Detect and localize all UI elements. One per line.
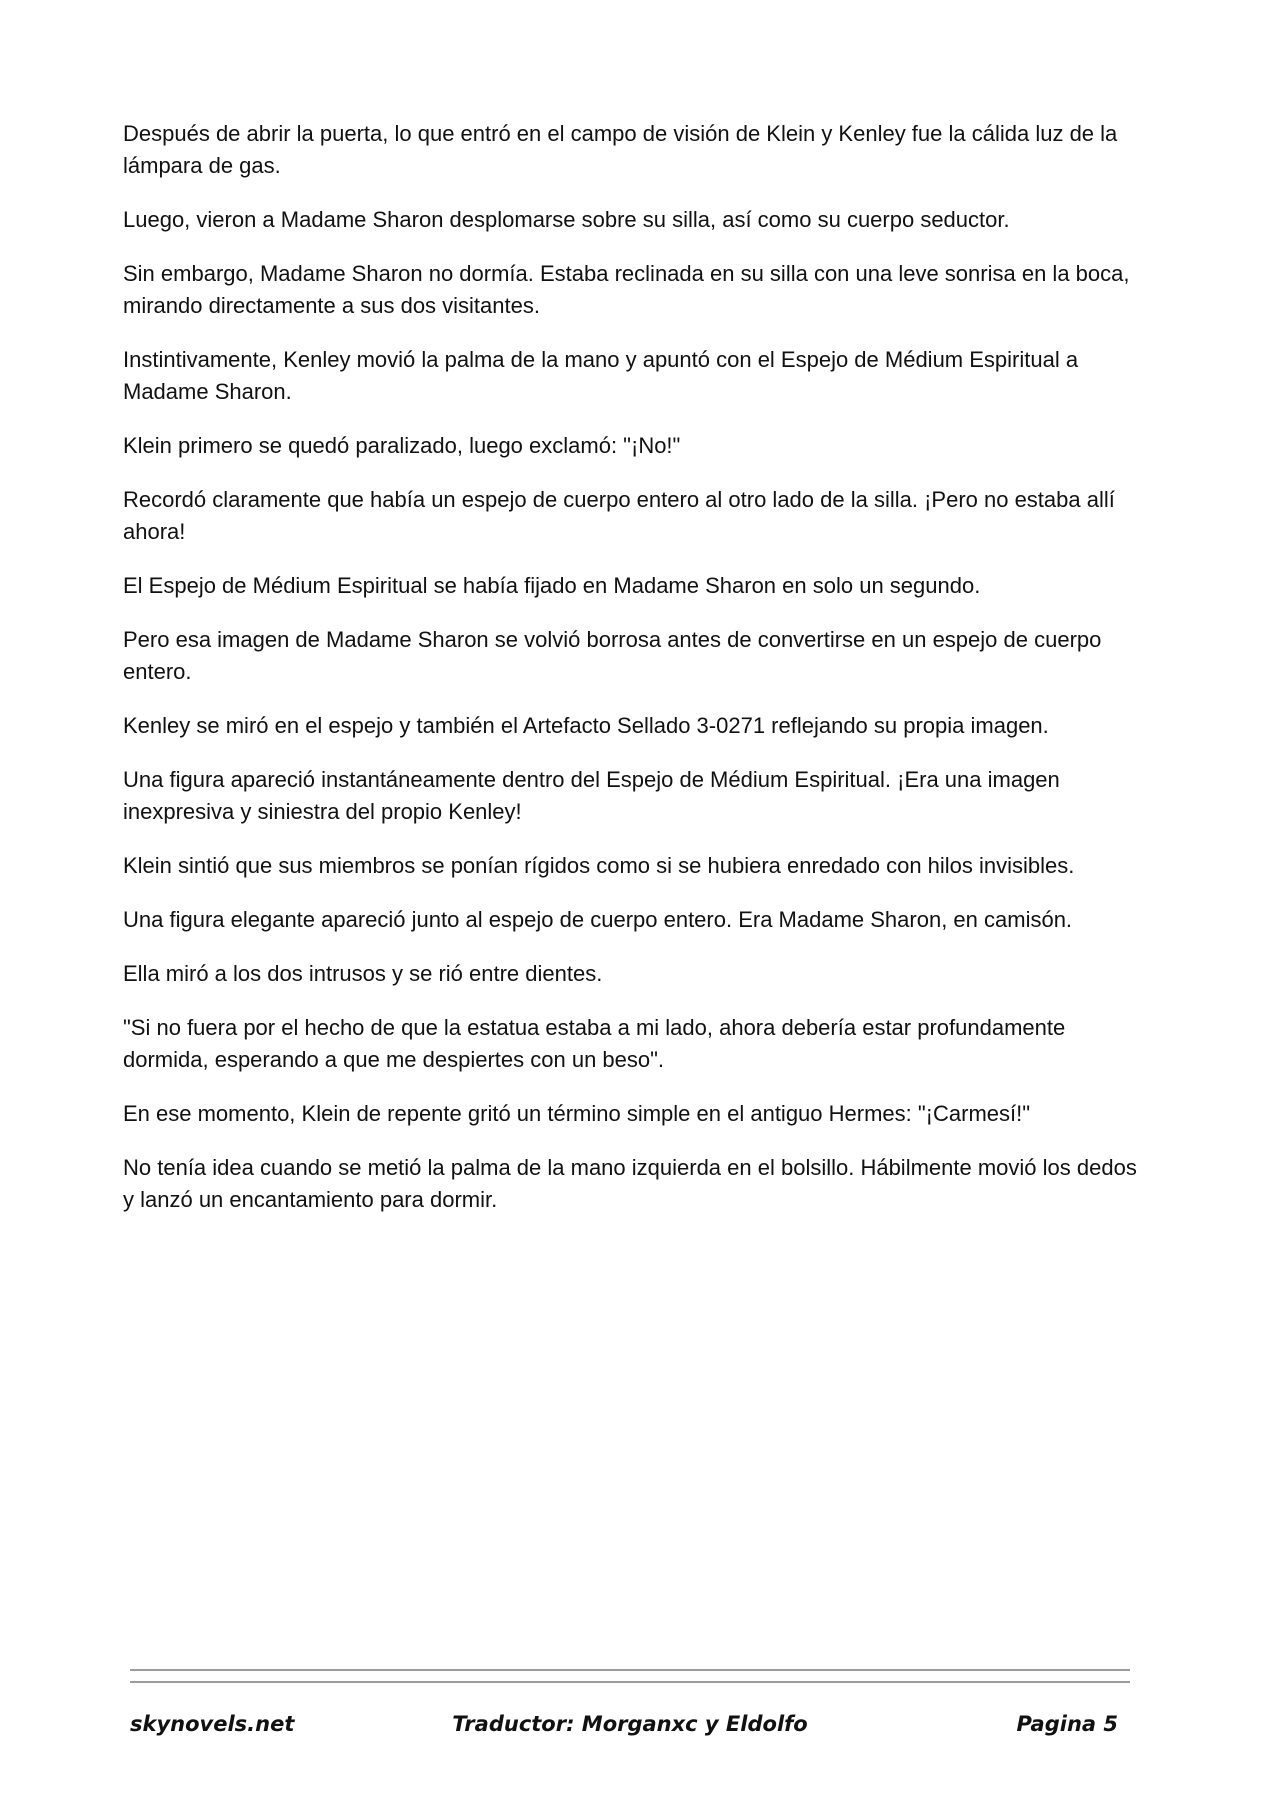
paragraph: Pero esa imagen de Madame Sharon se volvió borrosa antes de convertirse en un espejo de cuerpo entero. — [123, 627, 1102, 684]
paragraph: Recordó claramente que había un espejo de cuerpo entero al otro lado de la silla. ¡Pero no estaba allí ahora! — [123, 487, 1115, 544]
paragraph: Klein sintió que sus miembros se ponían rígidos como si se hubiera enredado con hilos invisibles. — [123, 853, 1075, 878]
paragraph: Una figura elegante apareció junto al espejo de cuerpo entero. Era Madame Sharon, en camisón. — [123, 907, 1073, 932]
paragraph: El Espejo de Médium Espiritual se había fijado en Madame Sharon en solo un segundo. — [123, 573, 981, 598]
footer-divider-top — [130, 1669, 1130, 1671]
paragraph: Klein primero se quedó paralizado, luego exclamó: "¡No!" — [123, 433, 681, 458]
paragraph: "Si no fuera por el hecho de que la estatua estaba a mi lado, ahora debería estar profundamente dormida, esperando a que me despiertes con un beso". — [123, 1015, 1066, 1072]
footer-divider-bottom — [130, 1681, 1130, 1683]
page-body — [123, 118, 1143, 1238]
paragraph: Luego, vieron a Madame Sharon desplomarse sobre su silla, así como su cuerpo seductor. — [123, 207, 1010, 232]
paragraph: Instintivamente, Kenley movió la palma de la mano y apuntó con el Espejo de Médium Espiritual a Madame Sharon. — [123, 347, 1079, 404]
paragraph: Después de abrir la puerta, lo que entró en el campo de visión de Klein y Kenley fue la cálida luz de la lámpara de gas. — [123, 121, 1118, 178]
paragraph: Sin embargo, Madame Sharon no dormía. Estaba reclinada en su silla con una leve sonrisa en la boca, mirando directamente a sus dos visitantes. — [123, 261, 1130, 318]
paragraph: Una figura apareció instantáneamente dentro del Espejo de Médium Espiritual. ¡Era una imagen inexpresiva y siniestra del propio Kenley! — [123, 767, 1060, 824]
footer-site: skynovels.net — [130, 1712, 295, 1736]
page-footer — [130, 1712, 1130, 1748]
paragraph: Kenley se miró en el espejo y también el Artefacto Sellado 3-0271 reflejando su propia imagen. — [123, 713, 1049, 738]
paragraph: No tenía idea cuando se metió la palma de la mano izquierda en el bolsillo. Hábilmente movió los dedos y lanzó un encantamiento para dormir. — [123, 1155, 1137, 1212]
paragraph: Ella miró a los dos intrusos y se rió entre dientes. — [123, 961, 603, 986]
footer-page-number: Pagina 5 — [1016, 1712, 1118, 1736]
footer-translator: Traductor: Morganxc y Eldolfo — [452, 1712, 808, 1736]
paragraph: En ese momento, Klein de repente gritó un término simple en el antiguo Hermes: "¡Carmesí!" — [123, 1101, 1031, 1126]
